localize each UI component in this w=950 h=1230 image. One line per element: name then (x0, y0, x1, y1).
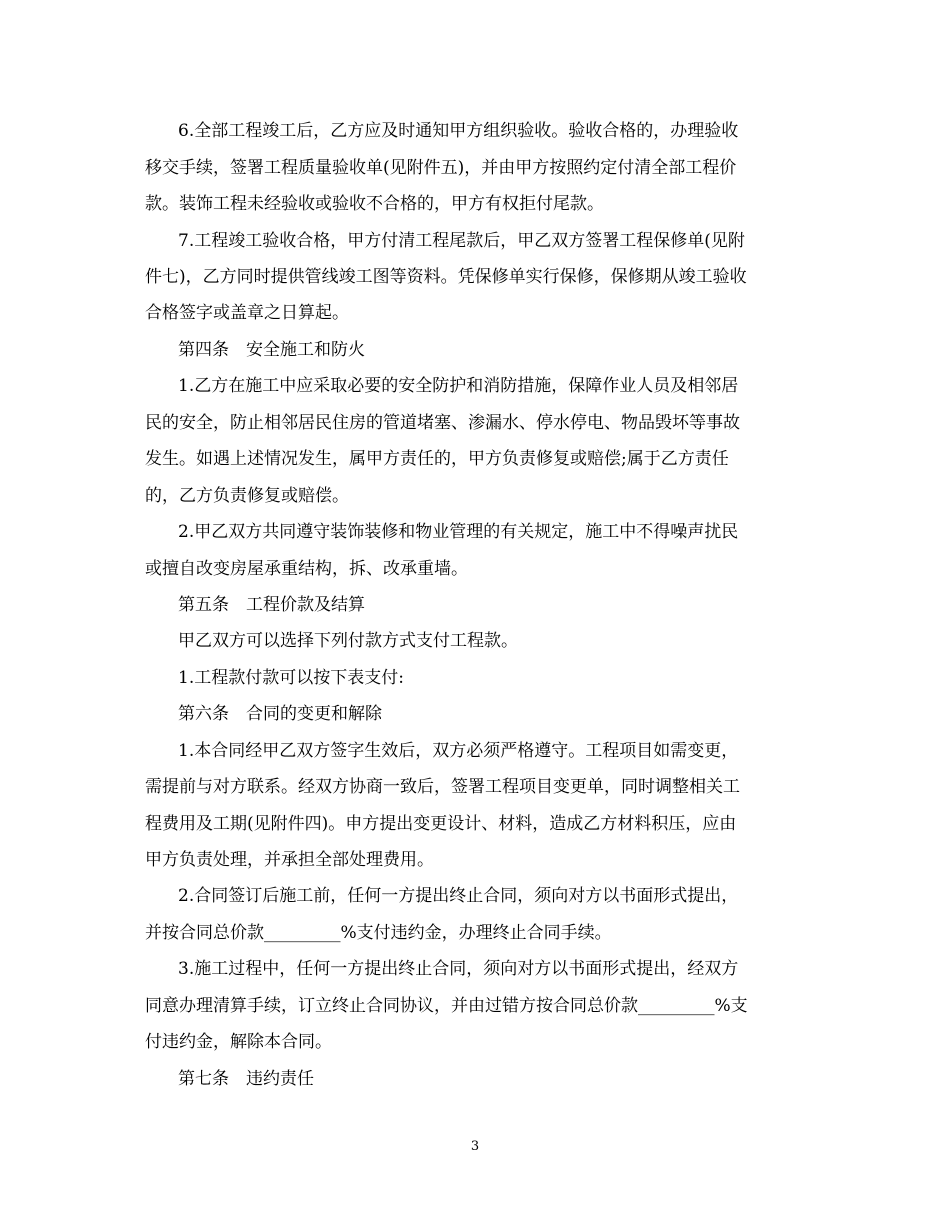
text-line: 程费用及工期(见附件四)。申方提出变更设计、材料，造成乙方材料积压，应由 (145, 814, 737, 834)
text-line: 1.本合同经甲乙双方签字生效后，双方必须严格遵守。工程项目如需变更， (178, 741, 739, 761)
page-number: 3 (470, 1139, 480, 1154)
text-line: 付违约金，解除本合同。 (145, 1032, 332, 1052)
text-line: 移交手续，签署工程质量验收单(见附件五)，并由甲方按照约定付清全部工程价 (145, 158, 737, 178)
text-line: 6.全部工程竣工后，乙方应及时通知甲方组织验收。验收合格的，办理验收 (178, 121, 739, 141)
text-line: 需提前与对方联系。经双方协商一致后，签署工程项目变更单，同时调整相关工 (145, 777, 740, 797)
text-line: 并按合同总价款_________%支付违约金，办理终止合同手续。 (145, 923, 612, 943)
text-line: 民的安全，防止相邻居民住房的管道堵塞、渗漏水、停水停电、物品毁坏等事故 (145, 413, 740, 433)
text-line: 甲方负责处理，并承担全部处理费用。 (145, 850, 434, 870)
text-line: 1.乙方在施工中应采取必要的安全防护和消防措施，保障作业人员及相邻居 (178, 376, 739, 396)
section-heading: 第四条 安全施工和防火 (178, 340, 365, 360)
text-line: 2.甲乙双方共同遵守装饰装修和物业管理的有关规定，施工中不得噪声扰民 (178, 522, 739, 542)
text-line: 发生。如遇上述情况发生，属甲方责任的，甲方负责修复或赔偿;属于乙方责任 (145, 449, 729, 469)
text-line: 款。装饰工程未经验收或验收不合格的，甲方有权拒付尾款。 (145, 194, 604, 214)
text-line: 的，乙方负责修复或赔偿。 (145, 486, 349, 506)
text-line: 2.合同签订后施工前，任何一方提出终止合同，须向对方以书面形式提出， (178, 886, 739, 906)
section-heading: 第七条 违约责任 (178, 1069, 314, 1089)
section-heading: 第五条 工程价款及结算 (178, 595, 365, 615)
text-line: 3.施工过程中，任何一方提出终止合同，须向对方以书面形式提出，经双方 (178, 959, 739, 979)
text-line: 7.工程竣工验收合格，甲方付清工程尾款后，甲乙双方签署工程保修单(见附 (178, 231, 745, 251)
text-line: 合格签字或盖章之日算起。 (145, 303, 349, 323)
section-heading: 第六条 合同的变更和解除 (178, 704, 382, 724)
text-line: 同意办理清算手续，订立终止合同协议，并由过错方按合同总价款_________%支 (145, 996, 748, 1016)
text-line: 件七)，乙方同时提供管线竣工图等资料。凭保修单实行保修，保修期从竣工验收 (145, 267, 747, 287)
text-line: 1.工程款付款可以按下表支付: (178, 668, 404, 688)
text-line: 或擅自改变房屋承重结构，拆、改承重墙。 (145, 559, 468, 579)
text-line: 甲乙双方可以选择下列付款方式支付工程款。 (178, 631, 518, 651)
